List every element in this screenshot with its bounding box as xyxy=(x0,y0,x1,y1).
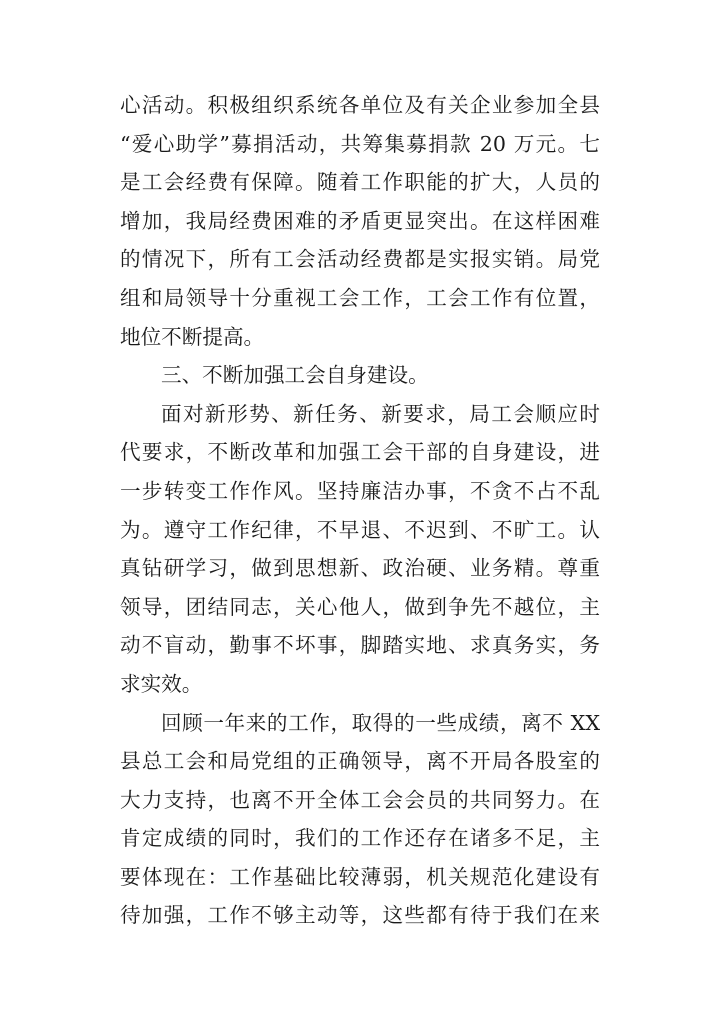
text-line: 求实效。 xyxy=(120,671,203,696)
text-line: 代要求，不断改革和加强工会干部的自身建设，进 xyxy=(120,440,600,465)
text-line: 动不盲动，勤事不坏事，脚踏实地、求真务实，务 xyxy=(120,633,600,658)
text-line: 要体现在：工作基础比较薄弱，机关规范化建设有 xyxy=(120,864,600,889)
text-line: 大力支持，也离不开全体工会会员的共同努力。在 xyxy=(120,787,600,812)
text-line: 组和局领导十分重视工会工作，工会工作有位置， xyxy=(120,285,600,310)
text-line: 增加，我局经费困难的矛盾更显突出。在这样困难 xyxy=(120,208,600,233)
text-line: 地位不断提高。 xyxy=(120,324,265,349)
text-line: 回顾一年来的工作，取得的一些成绩，离不 XX xyxy=(161,710,600,735)
section-heading: 三、不断加强工会自身建设。 xyxy=(161,363,429,388)
text-line: 心活动。积极组织系统各单位及有关企业参加全县 xyxy=(120,93,600,117)
text-line: 一步转变工作作风。坚持廉洁办事，不贪不占不乱 xyxy=(120,478,600,503)
text-line: 肯定成绩的同时，我们的工作还存在诸多不足，主 xyxy=(120,826,600,851)
text-line: 领导，团结同志，关心他人，做到争先不越位，主 xyxy=(120,594,600,619)
document-body xyxy=(120,86,600,935)
text-line: “爱心助学”募捐活动，共筹集募捐款 20 万元。七 xyxy=(120,131,600,156)
text-line: 待加强，工作不够主动等，这些都有待于我们在来 xyxy=(120,903,600,928)
text-line: 的情况下，所有工会活动经费都是实报实销。局党 xyxy=(120,247,600,272)
text-line: 真钻研学习，做到思想新、政治硬、业务精。尊重 xyxy=(120,556,600,581)
text-line: 县总工会和局党组的正确领导，离不开局各股室的 xyxy=(120,749,600,774)
text-line: 为。遵守工作纪律，不早退、不迟到、不旷工。认 xyxy=(120,517,600,542)
text-line: 面对新形势、新任务、新要求，局工会顺应时 xyxy=(161,401,600,426)
text-line: 是工会经费有保障。随着工作职能的扩大，人员的 xyxy=(120,170,600,195)
